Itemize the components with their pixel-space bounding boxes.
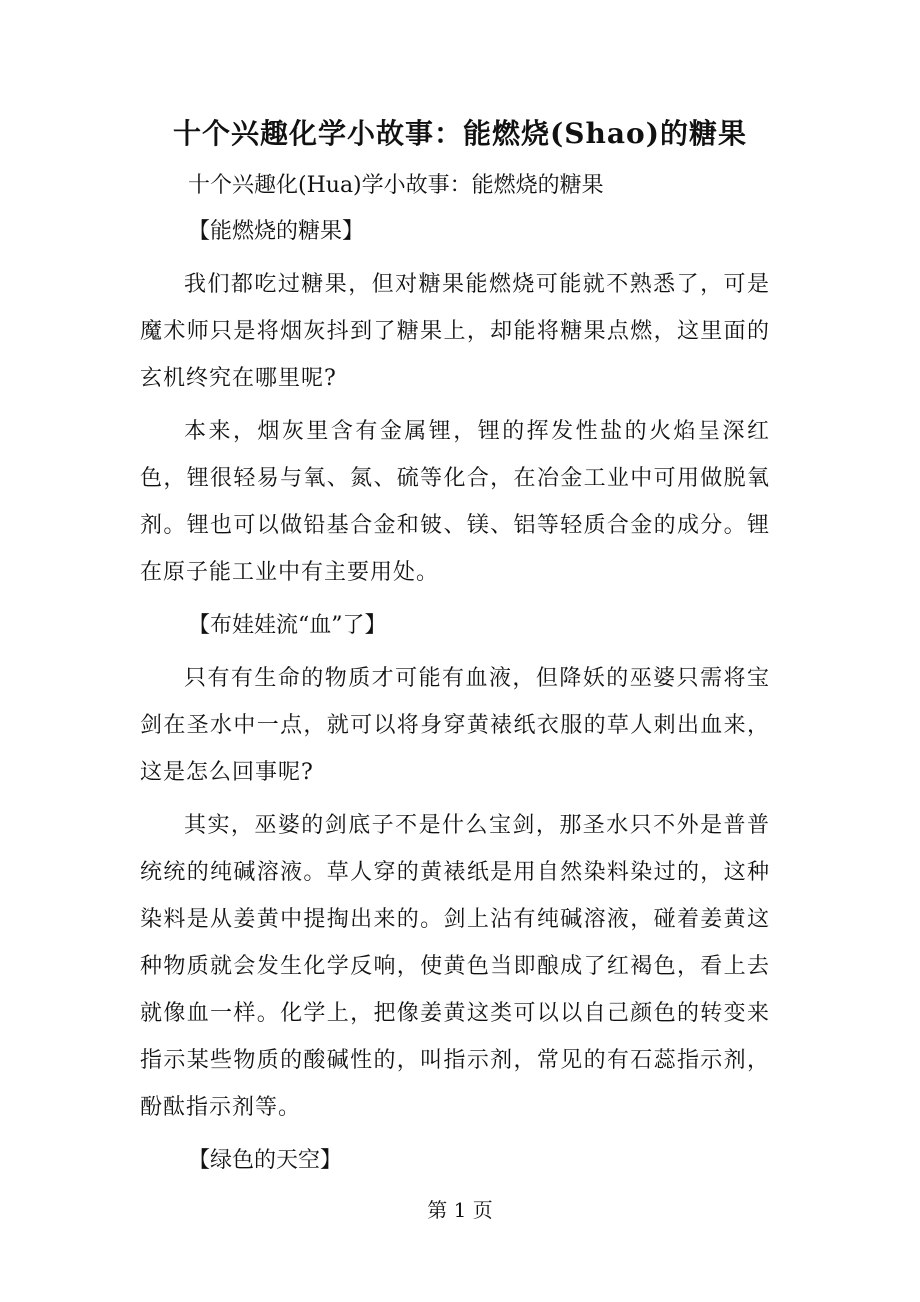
section-heading: 【绿色的天空】 xyxy=(188,1148,343,1173)
paragraph: 本来，烟灰里含有金属锂，锂的挥发性盐的火焰呈深红色，锂很轻易与氧、氮、硫等化合，在冶金工业中可用做脱氧剂。锂也可以做铅基合金和铍、镁、铝等轻质合金的成分。锂在原子能工业中有主要用处。 xyxy=(140,419,770,585)
paragraph: 其实，巫婆的剑底子不是什么宝剑，那圣水只不外是普普统统的纯碱溶液。草人穿的黄裱纸是用自然染料染过的，这种染料是从姜黄中提掏出来的。剑上沾有纯碱溶液，碰着姜黄这种物质就会发生化学反响，使黄色当即酿成了红褐色，看上去就像血一样。化学上，把像姜黄这类可以以自己颜色的转变来指示某些物质的酸碱性的，叫指示剂，常见的有石蕊指示剂，酚酞指示剂等。 xyxy=(140,813,770,1120)
document-subtitle: 十个兴趣化(Hua)学小故事：能燃烧的糖果 xyxy=(188,173,604,198)
page-number: 第 1 页 xyxy=(427,1198,493,1222)
section-heading: 【布娃娃流“血”了】 xyxy=(188,613,387,638)
document-body xyxy=(140,208,770,1190)
paragraph: 只有有生命的物质才可能有血液，但降妖的巫婆只需将宝剑在圣水中一点，就可以将身穿黄裱纸衣服的草人刺出血来，这是怎么回事呢? xyxy=(140,666,770,785)
document-title: 十个兴趣化学小故事：能燃烧(Shao)的糖果 xyxy=(173,117,747,150)
paragraph: 我们都吃过糖果，但对糖果能燃烧可能就不熟悉了，可是魔术师只是将烟灰抖到了糖果上，却能将糖果点燃，这里面的玄机终究在哪里呢? xyxy=(140,272,770,391)
section-heading: 【能燃烧的糖果】 xyxy=(188,219,365,244)
